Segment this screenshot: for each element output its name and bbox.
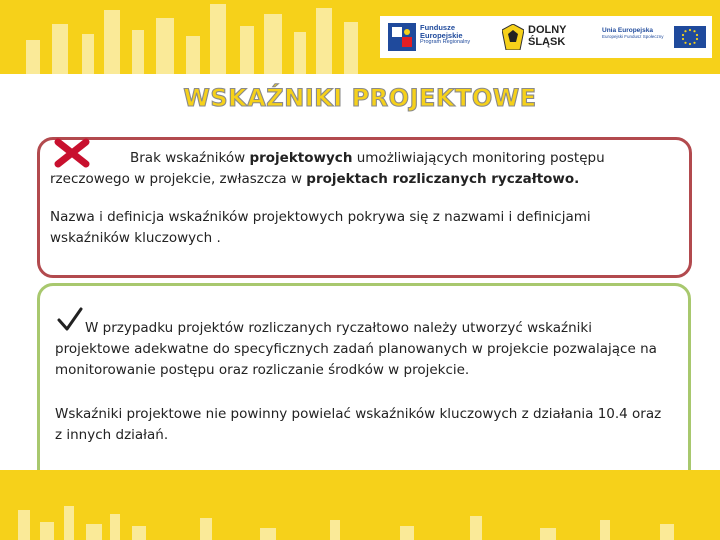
logo-line: Fundusze (420, 23, 455, 32)
flag-icon (388, 23, 416, 51)
logo-dolny-slask (498, 16, 588, 58)
logo-unia-europejska (598, 16, 710, 58)
eagle-crest-icon (502, 24, 524, 50)
footer-building-pattern (0, 470, 720, 540)
logo-line: DOLNY (528, 24, 567, 36)
logo-line: ŚLĄSK (528, 35, 566, 48)
eu-flag-icon (674, 26, 706, 48)
text-run: Brak wskaźników (130, 150, 250, 166)
text-run: umożliwiających monitoring postępu rzeczowego w projekcie, zwłaszcza w (50, 150, 605, 187)
negative-paragraph-1 (50, 148, 670, 190)
positive-paragraph-1 (55, 318, 670, 381)
logo-strip (380, 16, 712, 58)
positive-paragraph-2: Wskaźniki projektowe nie powinny powielać wskaźników kluczowych z działania 10.4 oraz z innych działań. (55, 406, 662, 443)
positive-panel (37, 283, 691, 487)
text-run-bold: projektach rozliczanych ryczałtowo. (306, 171, 580, 187)
text-run: W przypadku projektów rozliczanych ryczałtowo należy utworzyć wskaźniki projektowe adekwatne do specyficznych zadań planowanych w projekcie pozwalające na monitorowanie postępu oraz rozliczanie środków w projekcie. (55, 320, 657, 378)
text-run-bold: projektowych (249, 150, 353, 166)
slide-title: WSKAŹNIKI PROJEKTOWE (183, 84, 537, 112)
negative-panel (37, 137, 692, 278)
negative-paragraph-2: Nazwa i definicja wskaźników projektowych pokrywa się z nazwami i definicjami wskaźników kluczowych . (50, 209, 591, 246)
header-bar (0, 0, 720, 74)
logo-line: Europejski Fundusz Społeczny (602, 33, 664, 39)
footer-bar (0, 470, 720, 540)
logo-line: Europejskie (420, 30, 463, 40)
logo-line: Unia Europejska (602, 27, 653, 34)
logo-line: Program Regionalny (420, 38, 471, 45)
logo-fundusze-europejskie (386, 16, 496, 58)
